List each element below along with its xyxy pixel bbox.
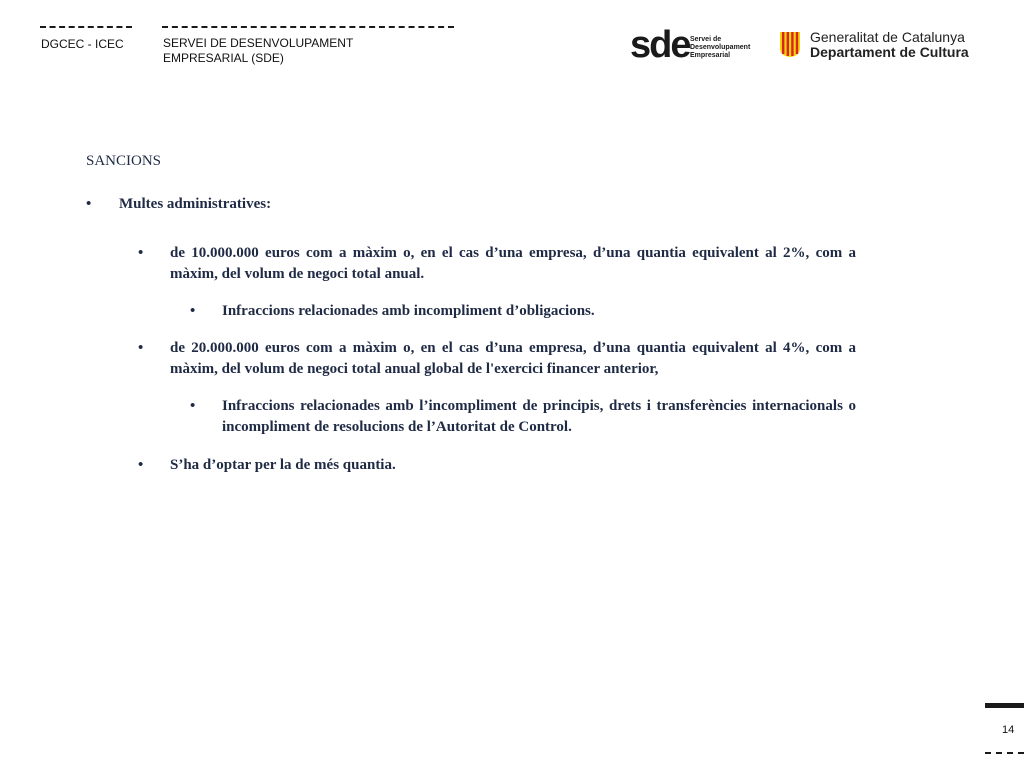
sde-logo-subtitle-line3: Empresarial xyxy=(690,52,731,59)
footer-bar xyxy=(985,703,1024,708)
sde-logo-subtitle-line1: Servei de xyxy=(690,36,722,43)
sde-logo-subtitle-line2: Desenvolupament xyxy=(690,44,751,51)
generalitat-logo-line2: Departament de Cultura xyxy=(810,44,969,60)
list-item-text: Infraccions relacionades amb l’incompliment de principis, drets i transferències internacionals o incompliment de resolucions de l’Autoritat de Control. xyxy=(222,398,856,435)
sde-logo-mark: sde xyxy=(630,24,690,66)
list-item-text: Infraccions relacionades amb incompliment d’obligacions. xyxy=(222,303,595,319)
bullet-icon: • xyxy=(86,196,92,212)
header-divider-center xyxy=(162,26,454,28)
sde-logo xyxy=(630,24,760,66)
generalitat-logo-line1: Generalitat de Catalunya xyxy=(810,29,965,45)
header-center-line2: EMPRESARIAL (SDE) xyxy=(163,51,284,65)
bullet-icon: • xyxy=(138,457,144,473)
header-divider-left xyxy=(40,26,132,28)
page-title: SANCIONS xyxy=(86,153,162,169)
list-item-text: de 20.000.000 euros com a màxim o, en el cas d’una empresa, d’una quantia equivalent al 4%, com a màxim, del volum de negoci total anual global de l'exercici financer anterior, xyxy=(170,340,856,377)
header-center-line1: SERVEI DE DESENVOLUPAMENT xyxy=(163,36,354,50)
list-item-text: de 10.000.000 euros com a màxim o, en el cas d’una empresa, d’una quantia equivalent al 2%, com a màxim, del volum de negoci total anual. xyxy=(170,245,856,282)
bullet-icon: • xyxy=(138,245,144,261)
list-item-text: Multes administratives: xyxy=(119,196,272,212)
list-item-text: S’ha d’optar per la de més quantia. xyxy=(170,457,396,473)
generalitat-logo xyxy=(778,28,998,64)
footer-divider xyxy=(985,752,1024,754)
bullet-icon: • xyxy=(190,303,196,319)
generalitat-emblem-icon xyxy=(778,30,802,58)
page-number: 14 xyxy=(1002,724,1015,736)
bullet-icon: • xyxy=(138,340,144,356)
bullet-icon: • xyxy=(190,398,196,414)
header-left-label: DGCEC - ICEC xyxy=(41,37,124,51)
sde-logo-subtitle xyxy=(690,36,750,60)
